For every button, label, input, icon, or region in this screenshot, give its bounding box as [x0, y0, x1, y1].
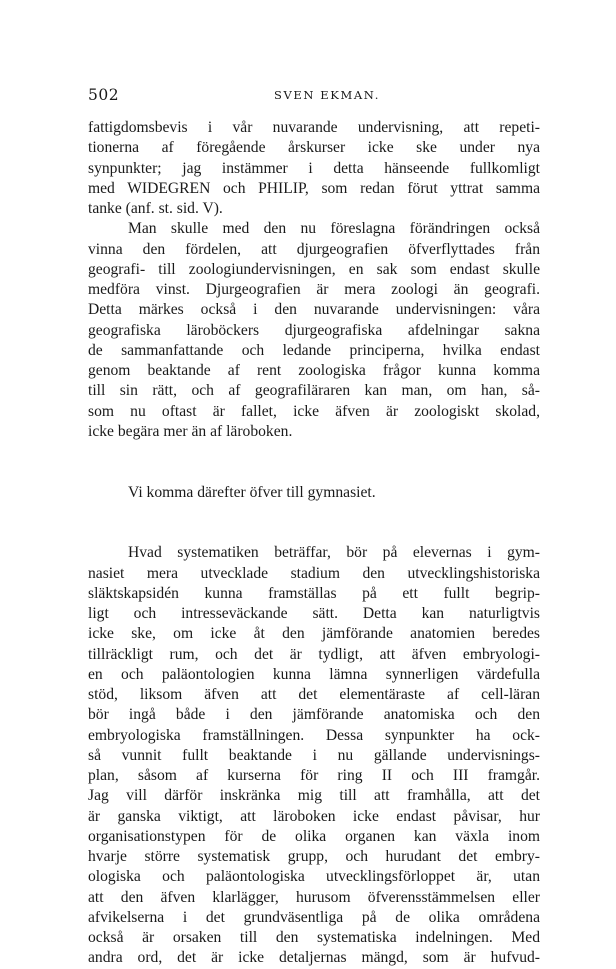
text-line: också är orsaken till den systematiska indelningen. Med [88, 929, 540, 946]
text-line: organisationstypen för de olika organen kan växla inom [88, 827, 540, 845]
body-text [88, 118, 540, 969]
text-line: så vunnit fullt beaktande i nu gällande undervisnings- [88, 746, 540, 764]
text-line: de sammanfattande och ledande principerna, hvilka endast [88, 341, 540, 359]
paragraph-gap [88, 442, 540, 483]
text-line: icke begära mer än af läroboken. [88, 422, 293, 440]
text-line: Man skulle med den nu föreslagna förändringen också [128, 220, 540, 238]
text-line: bör ingå både i den jämförande anatomiska och den [88, 706, 540, 724]
text-line: att den äfven klarlägger, hurusom öfverensstämmelsen eller [88, 888, 540, 906]
text-line: afvikelserna i det grundväsentliga på de olika områdena [88, 908, 540, 926]
text-line: som nu oftast är fallet, icke äfven är zoologiskt skolad, [88, 402, 540, 420]
page-number: 502 [88, 86, 120, 104]
text-line: Jag vill därför inskränka mig till att framhålla, att det [88, 787, 540, 805]
text-line: andra ord, det är icke detaljernas mängd, som är hufvud- [88, 949, 540, 967]
text-line: Hvad systematiken beträffar, bör på elevernas i gym- [128, 544, 540, 562]
text-line: tionerna af föregående årskurser icke ske under nya [88, 139, 540, 157]
text-line: geografi- till zoologiundervisningen, en sak som endast skulle [88, 260, 540, 278]
text-line: är ganska viktigt, att läroboken icke endast påvisar, hur [88, 807, 540, 825]
text-line: tanke (anf. st. sid. V). [88, 200, 223, 217]
text-line: icke ske, om icke åt den jämförande anatomien beredes [88, 625, 540, 643]
paragraph-gap [88, 503, 540, 544]
text-line: Detta märkes också i den nuvarande undervisningen: våra [88, 301, 540, 319]
text-line: vinna den fördelen, att djurgeografien öfverflyttades från [88, 240, 540, 258]
text-line: tillräckligt rum, och det är tydligt, att äfven embryologi- [88, 645, 540, 663]
text-line: hvarje större systematisk grupp, och hurudant det embry- [88, 848, 540, 865]
text-line: embryologiska framställningen. Dessa synpunkter ha ock- [88, 726, 540, 744]
text-line: geografiska läroböckers djurgeografiska afdelningar sakna [88, 321, 540, 339]
text-line: plan, såsom af kurserna för ring II och III framgår. [88, 767, 540, 784]
running-header [88, 86, 540, 106]
text-line: en och paläontologien kunna lämna synnerligen värdefulla [88, 665, 540, 683]
text-line: ologiska och paläontologiska utvecklingsförloppet är, utan [88, 868, 540, 886]
section-line: Vi komma därefter öfver till gymnasiet. [128, 483, 376, 501]
running-head-author: SVEN EKMAN. [274, 88, 380, 102]
text-line: ligt och intresseväckande sätt. Detta kan naturligtvis [88, 605, 540, 622]
text-line: med WIDEGREN och PHILIP, som redan förut yttrat samma [88, 179, 540, 197]
text-line: nasiet mera utvecklade stadium den utvecklingshistoriska [88, 564, 540, 582]
text-line: genom beaktande af rent zoologiska frågor kunna komma [88, 362, 540, 379]
text-line: släktskapsidén kunna framställas på ett fullt begrip- [88, 584, 540, 602]
text-line: medföra vinst. Djurgeografien är mera zoologi än geografi. [88, 281, 540, 298]
text-line: till sin rätt, och af geografiläraren kan man, om han, så- [88, 382, 540, 400]
text-line: synpunkter; jag instämmer i detta hänseende fullkomligt [88, 159, 540, 177]
text-line: stöd, liksom äfven att det elementäraste af cell-läran [88, 686, 540, 703]
text-line: fattigdomsbevis i vår nuvarande undervisning, att repeti- [88, 119, 540, 136]
